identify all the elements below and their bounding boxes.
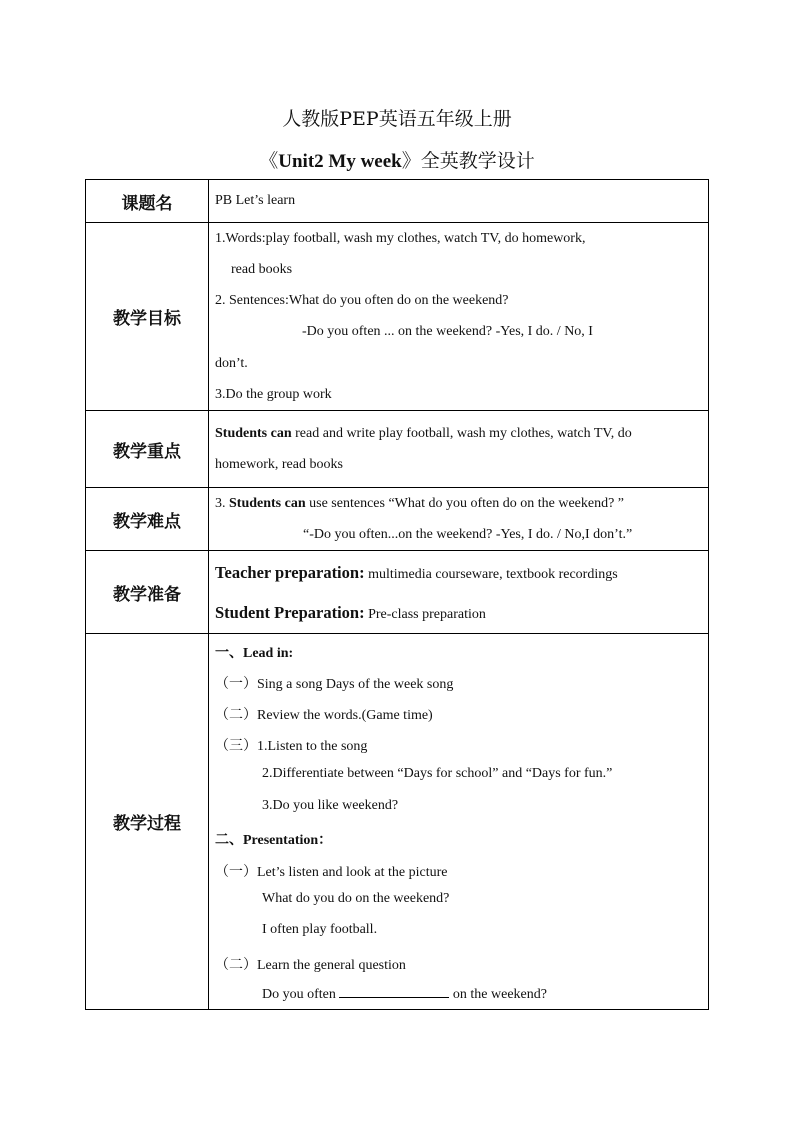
row-process [86,634,708,1009]
key-points-line: Students can read and write play football, wash my clothes, watch TV, do [215,426,632,441]
cell-difficulties [209,488,708,550]
label-difficulties: 教学难点 [86,488,209,550]
process-heading: 一、Lead in: [215,646,294,661]
process-heading: 二、Presentation： [215,833,333,848]
cell-process [209,634,708,1009]
teacher-preparation: Teacher preparation: multimedia courseware, textbook recordings [215,563,618,582]
difficulties-line: “-Do you often...on the weekend? -Yes, I do. / No,I don’t.” [303,527,633,542]
process-line: （二）Learn the general question [215,958,406,973]
cell-key-points [209,411,708,487]
objectives-line: 1.Words:play football, wash my clothes, watch TV, do homework, [215,231,586,246]
label-objectives: 教学目标 [86,223,209,410]
key-points-line: homework, read books [215,457,343,472]
student-preparation: Student Preparation: Pre-class preparation [215,603,486,622]
document-title: 人教版PEP英语五年级上册 [282,108,512,130]
objectives-line: don’t. [215,356,248,371]
process-line: 3.Do you like weekend? [262,798,399,813]
process-line: What do you do on the weekend? [262,891,450,906]
objectives-line: 3.Do the group work [215,387,332,402]
process-line: 2.Differentiate between “Days for school” and “Days for fun.” [262,766,613,781]
difficulties-line: 3. Students can use sentences “What do you often do on the weekend? ” [215,496,625,511]
row-objectives [86,223,708,411]
objectives-line: -Do you often ... on the weekend? -Yes, I do. / No, I [302,324,593,339]
document-subtitle: 《Unit2 My week》全英教学设计 [259,150,535,172]
row-key-points [86,411,708,488]
label-key-points: 教学重点 [86,411,209,487]
objectives-line: read books [231,262,293,277]
subtitle-unit: Unit2 My week [278,151,402,172]
process-line: I often play football. [262,922,378,937]
row-topic [86,180,708,223]
process-line: （二）Review the words.(Game time) [215,708,433,723]
objectives-line: 2. Sentences:What do you often do on the weekend? [215,293,509,308]
cell-preparation [209,551,708,633]
cell-objectives [209,223,708,410]
row-preparation [86,551,708,634]
process-line: （三）1.Listen to the song [215,739,368,754]
label-preparation: 教学准备 [86,551,209,633]
topic-text: PB Let’s learn [215,193,296,208]
process-line: （一）Sing a song Days of the week song [215,677,454,692]
label-process: 教学过程 [86,634,209,1009]
process-line: （一）Let’s listen and look at the picture [215,865,448,880]
cell-topic [209,180,708,222]
process-line: Do you often on the weekend? [262,987,547,1002]
fill-in-blank [339,985,449,998]
row-difficulties [86,488,708,551]
label-topic: 课题名 [86,180,209,222]
lesson-plan-table [85,179,709,1010]
